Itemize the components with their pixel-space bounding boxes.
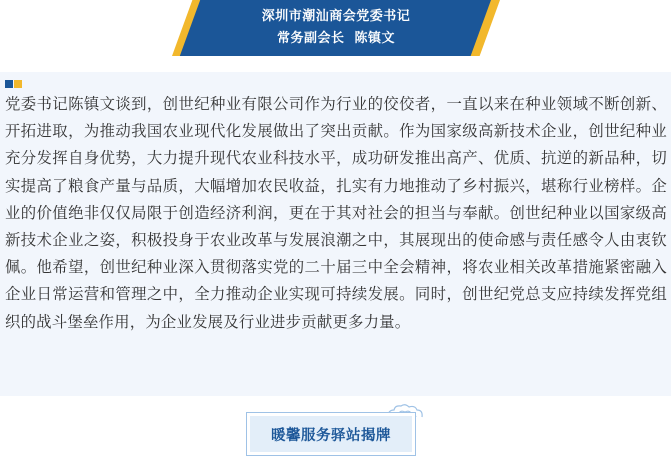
banner-subtitle-line: 常务副会长 陈镇文 [276, 31, 396, 46]
paragraph-marker-icon [5, 80, 23, 88]
section-heading [246, 404, 426, 460]
marker-yellow-square [14, 80, 22, 88]
section-title-background [250, 416, 412, 452]
header-banner [172, 0, 500, 56]
section-title: 暖馨服务驿站揭牌 [271, 427, 391, 444]
article-text-panel [0, 72, 671, 396]
section-title-frame [246, 412, 416, 456]
article-paragraph: 党委书记陈镇文谈到，创世纪种业有限公司作为行业的佼佼者，一直以来在种业领域不断创新、开拓进取，为推动我国农业现代化发展做出了突出贡献。作为国家级高新技术企业，创世纪种业充分发挥自身优势，大力提升现代农业科技水平，成功研发推出高产、优质、抗逆的新品种，切实提高了粮食产量与品质，大幅增加农民收益，扎实有力地推动了乡村振兴，堪称行业榜样。企业的价值绝非仅仅局限于创造经济利润，更在于其对社会的担当与奉献。创世纪种业以国家级高新技术企业之姿，积极投身于农业改革与发展浪潮之中，其展现出的使命感与责任感令人由衷钦佩。他希望，创世纪种业深入贯彻落实党的二十届三中全会精神，将农业相关改革措施紧密融入企业日常运营和管理之中，全力推动企业实现可持续发展。同时，创世纪党总支应持续发挥党组织的战斗堡垒作用，为企业发展及行业进步贡献更多力量。 [5, 95, 667, 331]
banner-caption [190, 0, 482, 56]
banner-title-line: 深圳市潮汕商会党委书记 [261, 9, 411, 24]
marker-blue-square [5, 80, 13, 88]
